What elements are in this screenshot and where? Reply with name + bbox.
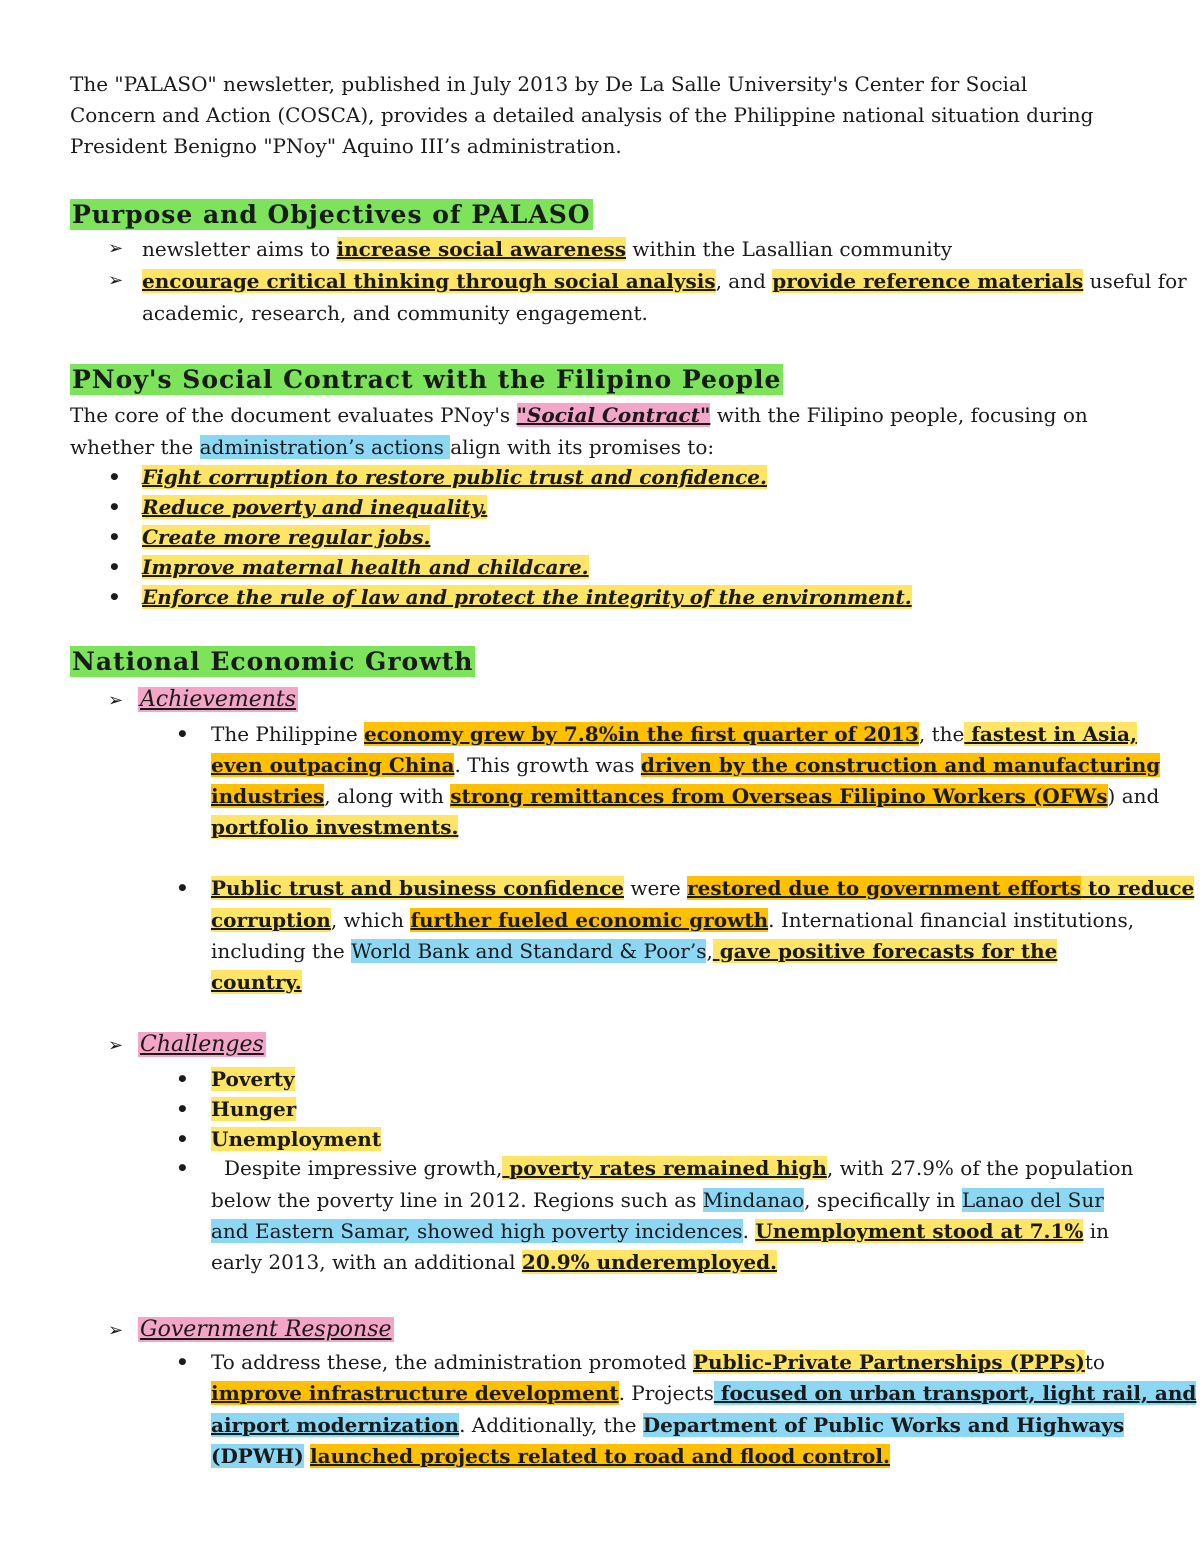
- highlight: encourage critical thinking through social analysis: [142, 269, 716, 293]
- challenge-para-line-4: [211, 1247, 777, 1277]
- promise-item: [142, 552, 589, 582]
- highlight: Poverty: [211, 1067, 295, 1091]
- highlight: Public trust and business confidence: [211, 876, 625, 900]
- intro-line-2: Concern and Action (COSCA), provides a detailed analysis of the Philippine national situation during: [70, 103, 1094, 127]
- text: . Additionally, the: [459, 1413, 643, 1437]
- achievement-p2-line-4: [211, 967, 302, 997]
- text: The core of the document evaluates PNoy's: [70, 403, 517, 427]
- promise-item: [142, 462, 767, 492]
- highlight: poverty rates remained high: [502, 1156, 827, 1180]
- bullet-dot-icon: •: [108, 465, 121, 489]
- text: to: [1084, 1350, 1105, 1374]
- text: including the: [211, 939, 352, 963]
- achievement-p2-line-3: [211, 936, 1057, 966]
- highlight: Mindanao: [702, 1188, 805, 1212]
- bullet-dot-icon: •: [176, 1156, 189, 1180]
- achievement-p2-line-2: [211, 905, 1134, 935]
- bullet-dot-icon: •: [176, 1127, 189, 1151]
- bullet-dot-icon: •: [176, 1350, 189, 1374]
- text: . Projects: [618, 1381, 714, 1405]
- contract-para-line-2: [70, 432, 714, 462]
- challenge-item: [211, 1124, 381, 1154]
- arrow-bullet-icon: ➢: [108, 1035, 124, 1056]
- promise-item: [142, 522, 430, 552]
- text: early 2013, with an additional: [211, 1250, 522, 1274]
- highlight: strong remittances from Overseas Filipino Workers (OFWs: [450, 784, 1108, 808]
- highlight: Fight corruption to restore public trust and confidence.: [142, 465, 767, 489]
- response-para-line-1: [211, 1347, 1105, 1377]
- highlight: Reduce poverty and inequality.: [142, 495, 488, 519]
- text: with the Filipino people, focusing on: [710, 403, 1088, 427]
- heading-purpose: Purpose and Objectives of PALASO: [72, 200, 591, 229]
- text: , with 27.9% of the population: [826, 1156, 1134, 1180]
- text: below the poverty line in 2012. Regions such as: [211, 1188, 703, 1212]
- text: To address these, the administration promoted: [211, 1350, 693, 1374]
- promise-item: [142, 582, 912, 612]
- highlight: (DPWH): [211, 1444, 304, 1468]
- text: Despite impressive growth,: [224, 1156, 503, 1180]
- highlight: restored due to government efforts: [687, 876, 1082, 900]
- highlight: fastest in Asia,: [964, 722, 1137, 746]
- purpose-bullet-2: [142, 266, 1187, 296]
- challenge-para-line-2: [211, 1185, 1104, 1215]
- text: , along with: [324, 784, 451, 808]
- highlight: further fueled economic growth: [410, 908, 769, 932]
- challenge-item: [211, 1094, 296, 1124]
- bullet-dot-icon: •: [176, 1097, 189, 1121]
- highlight: Department of Public Works and Highways: [642, 1413, 1125, 1437]
- highlight: economy grew by 7.8%in the first quarter of 2013: [364, 722, 919, 746]
- highlight: industries: [211, 784, 325, 808]
- text: The Philippine: [211, 722, 365, 746]
- highlight: and Eastern Samar, showed high poverty incidences: [211, 1219, 743, 1243]
- highlight: "Social Contract": [516, 403, 711, 427]
- highlight: Enforce the rule of law and protect the integrity of the environment.: [142, 585, 912, 609]
- achievement-p1-line-2: [211, 750, 1160, 780]
- highlight: Public-Private Partnerships (PPPs): [692, 1350, 1085, 1374]
- subheading-label: Achievements: [140, 687, 297, 712]
- arrow-bullet-icon: ➢: [108, 1320, 124, 1341]
- text: useful for: [1083, 269, 1187, 293]
- achievement-p1-line-4: [211, 812, 458, 842]
- highlight: gave positive forecasts for the: [712, 939, 1058, 963]
- text: , the: [918, 722, 965, 746]
- highlight: country.: [211, 970, 302, 994]
- highlight: 20.9% underemployed.: [521, 1250, 778, 1274]
- heading-social-contract: PNoy's Social Contract with the Filipino People: [72, 365, 782, 394]
- bullet-dot-icon: •: [108, 525, 121, 549]
- intro-line-3: President Benigno "PNoy" Aquino III’s administration.: [70, 134, 622, 158]
- highlight: Lanao del Sur: [961, 1188, 1104, 1212]
- text: . International financial institutions,: [768, 908, 1135, 932]
- bullet-dot-icon: •: [176, 722, 189, 746]
- response-para-line-2: [211, 1378, 1196, 1408]
- subheading-challenges: [138, 1029, 266, 1060]
- highlight: airport modernization: [211, 1413, 460, 1437]
- contract-para-line-1: [70, 400, 1088, 430]
- text: align with its promises to:: [450, 435, 715, 459]
- achievement-p1-line-3: [211, 781, 1159, 811]
- highlight: to reduce: [1081, 876, 1195, 900]
- text: in: [1083, 1219, 1110, 1243]
- purpose-bullet-1: [142, 234, 952, 264]
- bullet-dot-icon: •: [108, 585, 121, 609]
- text: whether the: [70, 435, 200, 459]
- highlight: Improve maternal health and childcare.: [142, 555, 589, 579]
- arrow-bullet-icon: ➢: [108, 690, 124, 711]
- highlight: administration’s actions: [199, 435, 451, 459]
- text: , and: [715, 269, 773, 293]
- highlight: Unemployment: [211, 1127, 382, 1151]
- highlight: provide reference materials: [772, 269, 1084, 293]
- highlight: Create more regular jobs.: [142, 525, 431, 549]
- response-para-line-3: [211, 1410, 1124, 1440]
- text: . This growth was: [454, 753, 641, 777]
- arrow-bullet-icon: ➢: [108, 270, 124, 291]
- text: , specifically in: [804, 1188, 962, 1212]
- text: within the Lasallian community: [626, 237, 953, 261]
- highlight: driven by the construction and manufacturing: [640, 753, 1161, 777]
- text: .: [742, 1219, 756, 1243]
- response-para-line-4: [211, 1441, 890, 1471]
- highlight: even outpacing China: [211, 753, 455, 777]
- arrow-bullet-icon: ➢: [108, 238, 124, 259]
- subheading-label: Challenges: [140, 1032, 264, 1057]
- bullet-dot-icon: •: [176, 876, 189, 900]
- highlight: focused on urban transport, light rail, and: [713, 1381, 1197, 1405]
- challenge-para-line-3: [211, 1216, 1109, 1246]
- purpose-bullet-2-cont: academic, research, and community engagement.: [142, 301, 648, 325]
- highlight: corruption: [211, 908, 331, 932]
- subheading-achievements: [138, 684, 298, 715]
- challenge-para-line-1: [224, 1153, 1133, 1183]
- heading-economic-growth: National Economic Growth: [72, 647, 474, 676]
- achievement-p2-line-1: [211, 873, 1194, 903]
- text: were: [624, 876, 688, 900]
- intro-line-1: The "PALASO" newsletter, published in July 2013 by De La Salle University's Center for Social: [70, 72, 1028, 96]
- bullet-dot-icon: •: [176, 1067, 189, 1091]
- highlight: increase social awareness: [336, 237, 627, 261]
- challenge-item: [211, 1064, 295, 1094]
- text: ) and: [1107, 784, 1160, 808]
- bullet-dot-icon: •: [108, 555, 121, 579]
- subheading-label: Government Response: [140, 1317, 392, 1342]
- highlight: World Bank and Standard & Poor’s: [351, 939, 707, 963]
- highlight: launched projects related to road and flood control.: [310, 1444, 890, 1468]
- text: newsletter aims to: [142, 237, 337, 261]
- bullet-dot-icon: •: [108, 495, 121, 519]
- highlight: portfolio investments.: [211, 815, 459, 839]
- highlight: Hunger: [211, 1097, 297, 1121]
- subheading-government-response: [138, 1314, 394, 1345]
- text: , which: [330, 908, 411, 932]
- text: ,: [706, 939, 713, 963]
- achievement-p1-line-1: [211, 719, 1137, 749]
- promise-item: [142, 492, 487, 522]
- highlight: improve infrastructure development: [211, 1381, 619, 1405]
- highlight: Unemployment stood at 7.1%: [755, 1219, 1084, 1243]
